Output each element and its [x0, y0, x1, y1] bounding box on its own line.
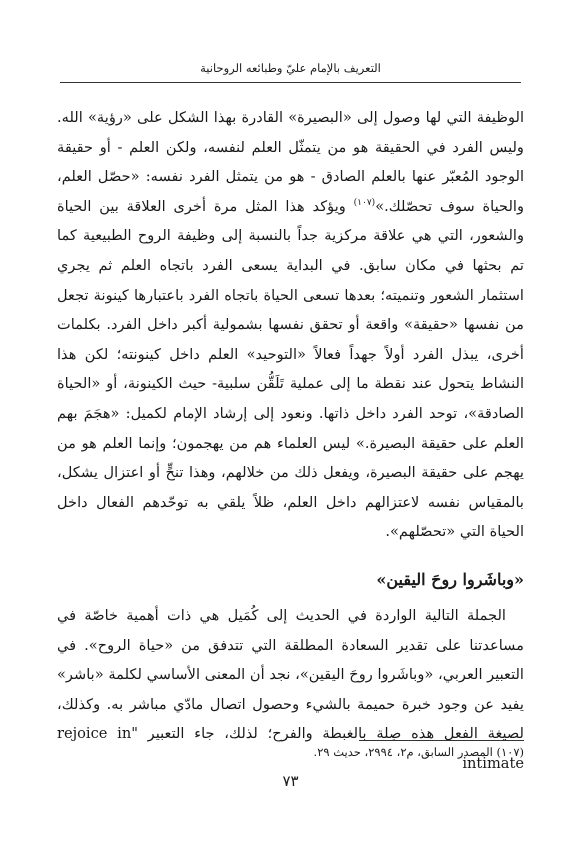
body-paragraph [57, 103, 524, 547]
footnote-rule [359, 740, 524, 741]
paragraph-text: ويؤكد هذا المثل مرة أخرى العلاقة بين الحياة والشعور، التي هي علاقة مركزية جداً بالنسبة إلى وظيفة الروح الطبيعية كما تم بحثها في مكان سابق. في البداية يسعى الفرد باتجاه العلم ثم يجري استثمار الشعور وتنميته؛ بعدها تسعى الحياة باتجاه الفرد باعتبارها كينونة تجعل من نفسها «حقيقة» واقعة أو تحقق نفسها بشمولية أكبر داخل الفرد. بكلمات أخرى، يبذل الفرد أولاً جهداً فعالاً «التوحيد» العلم داخل كينونته؛ لكن هذا النشاط يتحول عند نقطة ما إلى عملية تَلَقُّن سلبية- حيث الكينونة، أو «الحياة الصادقة»، توحد الفرد داخل ذاتها. ونعود إلى إرشاد الإمام لكميل: «هجَمَ بهم العلم على حقيقة البصيرة.» ليس العلماء هم من يهجمون؛ وإنما العلم هو من يهجم على حقيقة البصيرة، ويفعل ذلك من خلالهم، وهذا تنحٍّ أو اعتزال يشكل، بالمقياس نفسه لاعتزالهم داخل العلم، ظلاً يلقي به توحّدهم الفعال داخل الحياة التي «تحصّلهم». [57, 197, 524, 541]
paragraph-text: الوظيفة التي لها وصول إلى «البصيرة» القادرة بهذا الشكل على «رؤية» الله. وليس الفرد في الحقيقة هو من يتمثّل العلم لنفسه، ولكن العلم - أو حقيقة الوجود المُعبّر عنها بالعلم الصادق - هو من يتمثل الفرد نفسه: «حصّل العلم، والحياة سوف تحصّلك.» [57, 109, 524, 215]
section-paragraph: الجملة التالية الواردة في الحديث إلى كُمَيل هي ذات أهمية خاصّة في مساعدتنا على تقدير السعادة المطلقة التي تتدفق من «حياة الروح». في التعبير العربي، «وباشَروا روحَ اليقين»، نجد أن المعنى الأساسي لكلمة «باشر» يفيد عن وجود خبرة حميمة بالشيء وحصول اتصال مادّي مباشر به. وكذلك، لصيغة الفعل هذه صِلة بالغبطة والفرح؛ لذلك، جاء التعبير "rejoice in intimate [57, 606, 524, 772]
header-rule [60, 82, 521, 83]
running-header: التعريف بالإمام عليّ وطبائعه الروحانية [200, 61, 381, 75]
page-body [57, 103, 524, 778]
section-heading: «وباشَروا روحَ اليقين» [376, 569, 524, 589]
footnote-marker: (١٠٧) [353, 197, 376, 208]
page-number: ٧٣ [282, 772, 299, 790]
footnote: (١٠٧) المصدر السابق، م٢، ٢٩٩٤، حديث ٢٩. [313, 745, 524, 759]
